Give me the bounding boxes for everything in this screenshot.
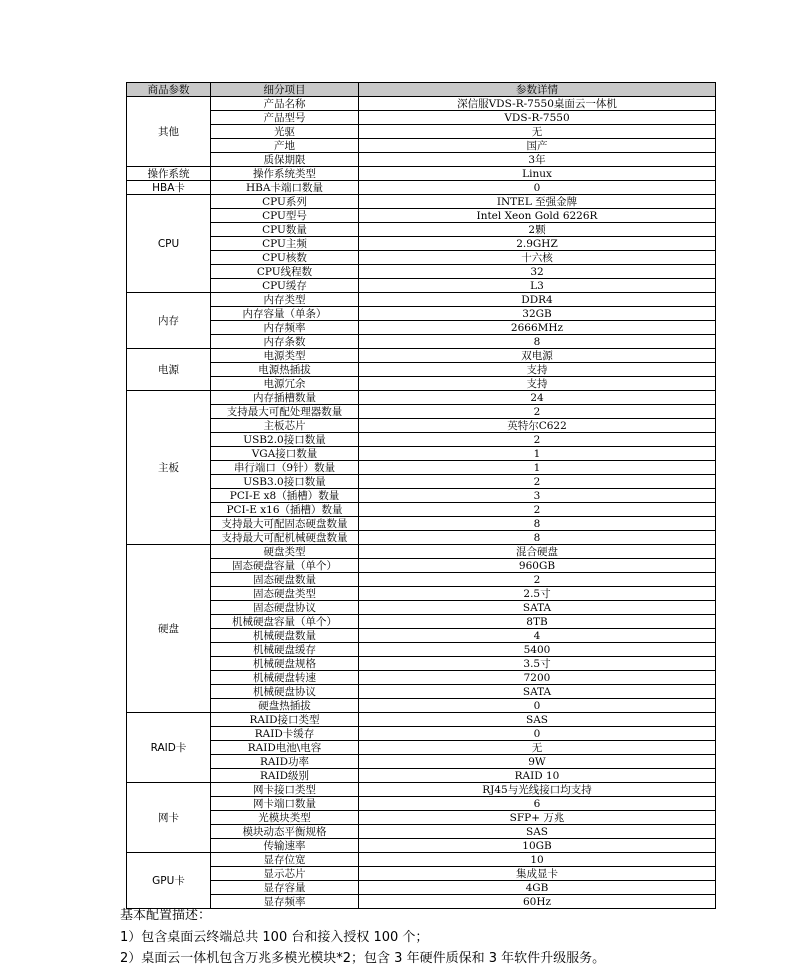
table-row bbox=[127, 517, 716, 531]
detail-cell: 8 bbox=[359, 531, 716, 545]
detail-cell: SAS bbox=[359, 713, 716, 727]
detail-cell: 0 bbox=[359, 181, 716, 195]
table-row bbox=[127, 363, 716, 377]
detail-cell: 960GB bbox=[359, 559, 716, 573]
table-row bbox=[127, 195, 716, 209]
item-cell: 固态硬盘容量（单个） bbox=[211, 559, 359, 573]
table-row bbox=[127, 111, 716, 125]
category-cell: CPU bbox=[127, 195, 211, 293]
category-cell: 其他 bbox=[127, 97, 211, 167]
table-row bbox=[127, 349, 716, 363]
category-cell: RAID卡 bbox=[127, 713, 211, 783]
table-row bbox=[127, 587, 716, 601]
detail-cell: 8 bbox=[359, 517, 716, 531]
item-cell: CPU型号 bbox=[211, 209, 359, 223]
detail-cell: 2.9GHZ bbox=[359, 237, 716, 251]
detail-cell: 2 bbox=[359, 475, 716, 489]
detail-cell: 3 bbox=[359, 489, 716, 503]
item-cell: 显存位宽 bbox=[211, 853, 359, 867]
detail-cell: DDR4 bbox=[359, 293, 716, 307]
category-cell: 网卡 bbox=[127, 783, 211, 853]
table-row bbox=[127, 461, 716, 475]
item-cell: RAID功率 bbox=[211, 755, 359, 769]
header-item: 细分项目 bbox=[211, 83, 359, 97]
item-cell: 支持最大可配固态硬盘数量 bbox=[211, 517, 359, 531]
item-cell: 操作系统类型 bbox=[211, 167, 359, 181]
category-cell: 主板 bbox=[127, 391, 211, 545]
item-cell: RAID卡缓存 bbox=[211, 727, 359, 741]
item-cell: 网卡端口数量 bbox=[211, 797, 359, 811]
item-cell: 硬盘热插拔 bbox=[211, 699, 359, 713]
item-cell: RAID级别 bbox=[211, 769, 359, 783]
table-row bbox=[127, 853, 716, 867]
item-cell: 机械硬盘规格 bbox=[211, 657, 359, 671]
detail-cell: 无 bbox=[359, 125, 716, 139]
description-line-2: 2）桌面云一体机包含万兆多模光模块*2；包含 3 年硬件质保和 3 年软件升级服务。 bbox=[120, 951, 606, 966]
detail-cell: 双电源 bbox=[359, 349, 716, 363]
table-row bbox=[127, 419, 716, 433]
detail-cell: 6 bbox=[359, 797, 716, 811]
table-row bbox=[127, 265, 716, 279]
item-cell: 机械硬盘数量 bbox=[211, 629, 359, 643]
table-row bbox=[127, 629, 716, 643]
config-description bbox=[120, 905, 780, 970]
item-cell: CPU线程数 bbox=[211, 265, 359, 279]
item-cell: VGA接口数量 bbox=[211, 447, 359, 461]
table-row bbox=[127, 713, 716, 727]
header-category: 商品参数 bbox=[127, 83, 211, 97]
category-cell: 内存 bbox=[127, 293, 211, 349]
item-cell: 电源冗余 bbox=[211, 377, 359, 391]
table-header bbox=[127, 83, 716, 97]
category-cell: 电源 bbox=[127, 349, 211, 391]
table-row bbox=[127, 601, 716, 615]
detail-cell: Linux bbox=[359, 167, 716, 181]
table-header-row bbox=[127, 83, 716, 97]
detail-cell: 2666MHz bbox=[359, 321, 716, 335]
detail-cell: 英特尔C622 bbox=[359, 419, 716, 433]
detail-cell: 9W bbox=[359, 755, 716, 769]
table-row bbox=[127, 685, 716, 699]
table-row bbox=[127, 531, 716, 545]
category-cell: 操作系统 bbox=[127, 167, 211, 181]
item-cell: CPU核数 bbox=[211, 251, 359, 265]
table-row bbox=[127, 699, 716, 713]
detail-cell: 32 bbox=[359, 265, 716, 279]
table-row bbox=[127, 825, 716, 839]
table-row bbox=[127, 475, 716, 489]
detail-cell: 10 bbox=[359, 853, 716, 867]
detail-cell: 2 bbox=[359, 405, 716, 419]
item-cell: USB2.0接口数量 bbox=[211, 433, 359, 447]
item-cell: 内存频率 bbox=[211, 321, 359, 335]
table-row bbox=[127, 153, 716, 167]
table-row bbox=[127, 741, 716, 755]
item-cell: 光模块类型 bbox=[211, 811, 359, 825]
detail-cell: 2 bbox=[359, 433, 716, 447]
item-cell: 内存类型 bbox=[211, 293, 359, 307]
item-cell: 光驱 bbox=[211, 125, 359, 139]
category-cell: GPU卡 bbox=[127, 853, 211, 909]
table-row bbox=[127, 307, 716, 321]
detail-cell: INTEL 至强金牌 bbox=[359, 195, 716, 209]
item-cell: CPU缓存 bbox=[211, 279, 359, 293]
detail-cell: 集成显卡 bbox=[359, 867, 716, 881]
table-row bbox=[127, 321, 716, 335]
table-row bbox=[127, 167, 716, 181]
detail-cell: 支持 bbox=[359, 363, 716, 377]
table-row bbox=[127, 139, 716, 153]
item-cell: RAID电池\电容 bbox=[211, 741, 359, 755]
item-cell: 产品型号 bbox=[211, 111, 359, 125]
table-row bbox=[127, 769, 716, 783]
table-row bbox=[127, 643, 716, 657]
table-row bbox=[127, 237, 716, 251]
detail-cell: SATA bbox=[359, 601, 716, 615]
item-cell: PCI-E x16（插槽）数量 bbox=[211, 503, 359, 517]
item-cell: 串行端口（9针）数量 bbox=[211, 461, 359, 475]
table-row bbox=[127, 727, 716, 741]
item-cell: 内存插槽数量 bbox=[211, 391, 359, 405]
detail-cell: 10GB bbox=[359, 839, 716, 853]
item-cell: HBA卡端口数量 bbox=[211, 181, 359, 195]
item-cell: 固态硬盘类型 bbox=[211, 587, 359, 601]
table-row bbox=[127, 615, 716, 629]
category-cell: HBA卡 bbox=[127, 181, 211, 195]
detail-cell: 60Hz bbox=[359, 895, 716, 909]
detail-cell: 国产 bbox=[359, 139, 716, 153]
detail-cell: 4GB bbox=[359, 881, 716, 895]
table-row bbox=[127, 97, 716, 111]
item-cell: 网卡接口类型 bbox=[211, 783, 359, 797]
item-cell: 支持最大可配处理器数量 bbox=[211, 405, 359, 419]
table-row bbox=[127, 181, 716, 195]
table-row bbox=[127, 251, 716, 265]
detail-cell: 1 bbox=[359, 447, 716, 461]
table-row bbox=[127, 503, 716, 517]
table-row bbox=[127, 209, 716, 223]
detail-cell: Intel Xeon Gold 6226R bbox=[359, 209, 716, 223]
detail-cell: RJ45与光线接口均支持 bbox=[359, 783, 716, 797]
item-cell: CPU数量 bbox=[211, 223, 359, 237]
table-row bbox=[127, 335, 716, 349]
item-cell: 内存条数 bbox=[211, 335, 359, 349]
table-row bbox=[127, 573, 716, 587]
detail-cell: 2 bbox=[359, 573, 716, 587]
item-cell: USB3.0接口数量 bbox=[211, 475, 359, 489]
spec-table bbox=[126, 82, 716, 909]
table-row bbox=[127, 755, 716, 769]
item-cell: 内存容量（单条） bbox=[211, 307, 359, 321]
detail-cell: 8TB bbox=[359, 615, 716, 629]
table-row bbox=[127, 223, 716, 237]
detail-cell: 2 bbox=[359, 503, 716, 517]
detail-cell: SFP+ 万兆 bbox=[359, 811, 716, 825]
table-row bbox=[127, 433, 716, 447]
table-row bbox=[127, 867, 716, 881]
table-row bbox=[127, 657, 716, 671]
table-row bbox=[127, 489, 716, 503]
detail-cell: 混合硬盘 bbox=[359, 545, 716, 559]
detail-cell: 十六核 bbox=[359, 251, 716, 265]
item-cell: CPU主频 bbox=[211, 237, 359, 251]
detail-cell: 32GB bbox=[359, 307, 716, 321]
detail-cell: 1 bbox=[359, 461, 716, 475]
item-cell: 传输速率 bbox=[211, 839, 359, 853]
item-cell: 电源热插拔 bbox=[211, 363, 359, 377]
description-title: 基本配置描述： bbox=[120, 908, 212, 923]
table-row bbox=[127, 797, 716, 811]
item-cell: 质保期限 bbox=[211, 153, 359, 167]
detail-cell: 0 bbox=[359, 727, 716, 741]
table-row bbox=[127, 391, 716, 405]
detail-cell: 8 bbox=[359, 335, 716, 349]
item-cell: 机械硬盘容量（单个） bbox=[211, 615, 359, 629]
item-cell: 显存频率 bbox=[211, 895, 359, 909]
item-cell: CPU系列 bbox=[211, 195, 359, 209]
detail-cell: 24 bbox=[359, 391, 716, 405]
table-row bbox=[127, 279, 716, 293]
detail-cell: 4 bbox=[359, 629, 716, 643]
table-row bbox=[127, 125, 716, 139]
detail-cell: RAID 10 bbox=[359, 769, 716, 783]
item-cell: PCI-E x8（插槽）数量 bbox=[211, 489, 359, 503]
item-cell: 固态硬盘协议 bbox=[211, 601, 359, 615]
detail-cell: L3 bbox=[359, 279, 716, 293]
item-cell: 机械硬盘协议 bbox=[211, 685, 359, 699]
detail-cell: 7200 bbox=[359, 671, 716, 685]
table-row bbox=[127, 811, 716, 825]
table-row bbox=[127, 671, 716, 685]
detail-cell: VDS-R-7550 bbox=[359, 111, 716, 125]
table-row bbox=[127, 447, 716, 461]
item-cell: 支持最大可配机械硬盘数量 bbox=[211, 531, 359, 545]
detail-cell: 2颗 bbox=[359, 223, 716, 237]
detail-cell: 支持 bbox=[359, 377, 716, 391]
item-cell: 主板芯片 bbox=[211, 419, 359, 433]
table-row bbox=[127, 783, 716, 797]
detail-cell: 深信服VDS-R-7550桌面云一体机 bbox=[359, 97, 716, 111]
item-cell: 显存容量 bbox=[211, 881, 359, 895]
item-cell: 机械硬盘缓存 bbox=[211, 643, 359, 657]
item-cell: 显示芯片 bbox=[211, 867, 359, 881]
table-row bbox=[127, 839, 716, 853]
table-row bbox=[127, 559, 716, 573]
item-cell: 硬盘类型 bbox=[211, 545, 359, 559]
header-detail: 参数详情 bbox=[359, 83, 716, 97]
table-body bbox=[127, 97, 716, 909]
item-cell: 电源类型 bbox=[211, 349, 359, 363]
item-cell: 机械硬盘转速 bbox=[211, 671, 359, 685]
table-row bbox=[127, 293, 716, 307]
item-cell: 产品名称 bbox=[211, 97, 359, 111]
detail-cell: 0 bbox=[359, 699, 716, 713]
detail-cell: SATA bbox=[359, 685, 716, 699]
item-cell: RAID接口类型 bbox=[211, 713, 359, 727]
detail-cell: 2.5寸 bbox=[359, 587, 716, 601]
table-row bbox=[127, 377, 716, 391]
detail-cell: SAS bbox=[359, 825, 716, 839]
table-row bbox=[127, 545, 716, 559]
item-cell: 模块动态平衡规格 bbox=[211, 825, 359, 839]
detail-cell: 3年 bbox=[359, 153, 716, 167]
description-line-1: 1）包含桌面云终端总共 100 台和接入授权 100 个； bbox=[120, 929, 429, 945]
table-row bbox=[127, 405, 716, 419]
item-cell: 产地 bbox=[211, 139, 359, 153]
item-cell: 固态硬盘数量 bbox=[211, 573, 359, 587]
table-row bbox=[127, 881, 716, 895]
category-cell: 硬盘 bbox=[127, 545, 211, 713]
detail-cell: 无 bbox=[359, 741, 716, 755]
detail-cell: 3.5寸 bbox=[359, 657, 716, 671]
detail-cell: 5400 bbox=[359, 643, 716, 657]
